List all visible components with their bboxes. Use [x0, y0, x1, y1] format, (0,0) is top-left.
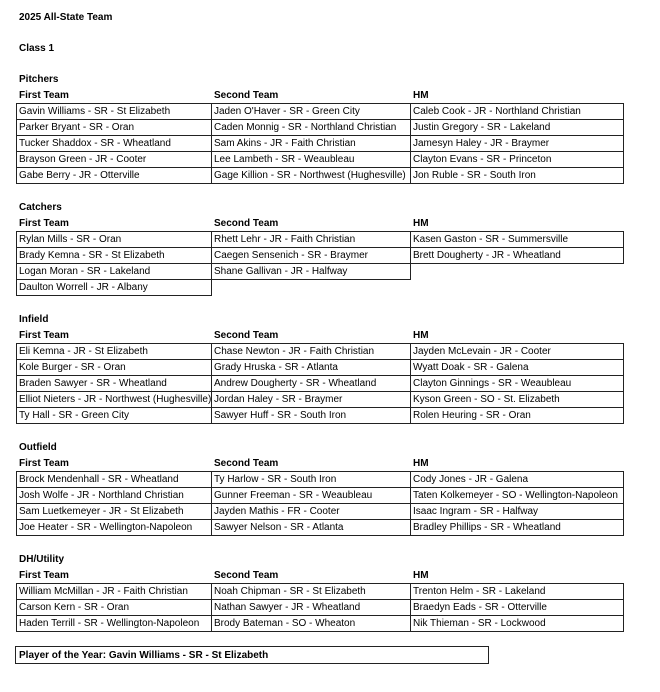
pitchers-first-team-cell: Gavin Williams - SR - St Elizabeth: [16, 103, 212, 120]
pitchers-first-team-cell: Gabe Berry - JR - Otterville: [16, 167, 212, 184]
class-heading: Class 1: [19, 43, 55, 54]
catchers-first-team-cell: Logan Moran - SR - Lakeland: [16, 263, 212, 280]
infield-first-team-cell: Kole Burger - SR - Oran: [16, 359, 212, 376]
dh-utility-hm-header: HM: [413, 570, 429, 581]
catchers-first-team-cell: Rylan Mills - SR - Oran: [16, 231, 212, 248]
infield-first-team-cell: Elliot Nieters - JR - Northwest (Hughesville): [16, 391, 212, 408]
catchers-second-team-cell: Shane Gallivan - JR - Halfway: [211, 263, 411, 280]
dh-utility-second-team-cell: Brody Bateman - SO - Wheaton: [211, 615, 411, 632]
dh-utility-first-team-cell: Carson Kern - SR - Oran: [16, 599, 212, 616]
pitchers-hm-cell: Clayton Evans - SR - Princeton: [410, 151, 624, 168]
outfield-hm-cell: Taten Kolkemeyer - SO - Wellington-Napoleon: [410, 487, 624, 504]
pitchers-section-heading: Pitchers: [19, 74, 59, 85]
outfield-first-team-header: First Team: [19, 458, 69, 469]
catchers-hm-cell: Kasen Gaston - SR - Summersville: [410, 231, 624, 248]
pitchers-first-team-cell: Parker Bryant - SR - Oran: [16, 119, 212, 136]
player-of-the-year-box: Player of the Year: Gavin Williams - SR - St Elizabeth: [15, 646, 489, 664]
infield-first-team-cell: Braden Sawyer - SR - Wheatland: [16, 375, 212, 392]
catchers-first-team-cell: Daulton Worrell - JR - Albany: [16, 279, 212, 296]
outfield-first-team-cell: Joe Heater - SR - Wellington-Napoleon: [16, 519, 212, 536]
pitchers-hm-cell: Jon Ruble - SR - South Iron: [410, 167, 624, 184]
catchers-first-team-cell: Brady Kemna - SR - St Elizabeth: [16, 247, 212, 264]
pitchers-second-team-cell: Caden Monnig - SR - Northland Christian: [211, 119, 411, 136]
catchers-hm-header: HM: [413, 218, 429, 229]
infield-first-team-cell: Ty Hall - SR - Green City: [16, 407, 212, 424]
infield-hm-cell: Rolen Heuring - SR - Oran: [410, 407, 624, 424]
dh-utility-section-heading: DH/Utility: [19, 554, 64, 565]
infield-first-team-header: First Team: [19, 330, 69, 341]
infield-second-team-cell: Andrew Dougherty - SR - Wheatland: [211, 375, 411, 392]
infield-second-team-header: Second Team: [214, 330, 279, 341]
pitchers-first-team-cell: Tucker Shaddox - SR - Wheatland: [16, 135, 212, 152]
outfield-second-team-cell: Gunner Freeman - SR - Weaubleau: [211, 487, 411, 504]
infield-hm-cell: Jayden McLevain - JR - Cooter: [410, 343, 624, 360]
infield-section-heading: Infield: [19, 314, 49, 325]
dh-utility-first-team-header: First Team: [19, 570, 69, 581]
outfield-second-team-header: Second Team: [214, 458, 279, 469]
outfield-first-team-cell: Josh Wolfe - JR - Northland Christian: [16, 487, 212, 504]
dh-utility-hm-cell: Trenton Helm - SR - Lakeland: [410, 583, 624, 600]
pitchers-second-team-cell: Sam Akins - JR - Faith Christian: [211, 135, 411, 152]
pitchers-second-team-cell: Jaden O'Haver - SR - Green City: [211, 103, 411, 120]
pitchers-hm-cell: Caleb Cook - JR - Northland Christian: [410, 103, 624, 120]
pitchers-hm-cell: Justin Gregory - SR - Lakeland: [410, 119, 624, 136]
dh-utility-hm-cell: Nik Thieman - SR - Lockwood: [410, 615, 624, 632]
outfield-hm-header: HM: [413, 458, 429, 469]
catchers-hm-cell: Brett Dougherty - JR - Wheatland: [410, 247, 624, 264]
infield-second-team-cell: Grady Hruska - SR - Atlanta: [211, 359, 411, 376]
infield-hm-cell: Kyson Green - SO - St. Elizabeth: [410, 391, 624, 408]
outfield-hm-cell: Bradley Phillips - SR - Wheatland: [410, 519, 624, 536]
infield-second-team-cell: Jordan Haley - SR - Braymer: [211, 391, 411, 408]
catchers-second-team-cell: Caegen Sensenich - SR - Braymer: [211, 247, 411, 264]
pitchers-first-team-header: First Team: [19, 90, 69, 101]
infield-first-team-cell: Eli Kemna - JR - St Elizabeth: [16, 343, 212, 360]
outfield-first-team-cell: Brock Mendenhall - SR - Wheatland: [16, 471, 212, 488]
pitchers-hm-header: HM: [413, 90, 429, 101]
outfield-second-team-cell: Jayden Mathis - FR - Cooter: [211, 503, 411, 520]
outfield-hm-cell: Cody Jones - JR - Galena: [410, 471, 624, 488]
catchers-first-team-header: First Team: [19, 218, 69, 229]
pitchers-second-team-cell: Lee Lambeth - SR - Weaubleau: [211, 151, 411, 168]
pitchers-second-team-header: Second Team: [214, 90, 279, 101]
outfield-second-team-cell: Sawyer Nelson - SR - Atlanta: [211, 519, 411, 536]
dh-utility-first-team-cell: William McMillan - JR - Faith Christian: [16, 583, 212, 600]
outfield-first-team-cell: Sam Luetkemeyer - JR - St Elizabeth: [16, 503, 212, 520]
pitchers-hm-cell: Jamesyn Haley - JR - Braymer: [410, 135, 624, 152]
infield-second-team-cell: Chase Newton - JR - Faith Christian: [211, 343, 411, 360]
dh-utility-second-team-cell: Noah Chipman - SR - St Elizabeth: [211, 583, 411, 600]
dh-utility-second-team-header: Second Team: [214, 570, 279, 581]
document-title: 2025 All-State Team: [19, 12, 113, 23]
dh-utility-first-team-cell: Haden Terrill - SR - Wellington-Napoleon: [16, 615, 212, 632]
outfield-hm-cell: Isaac Ingram - SR - Halfway: [410, 503, 624, 520]
infield-hm-header: HM: [413, 330, 429, 341]
dh-utility-second-team-cell: Nathan Sawyer - JR - Wheatland: [211, 599, 411, 616]
catchers-section-heading: Catchers: [19, 202, 62, 213]
outfield-second-team-cell: Ty Harlow - SR - South Iron: [211, 471, 411, 488]
infield-hm-cell: Wyatt Doak - SR - Galena: [410, 359, 624, 376]
infield-second-team-cell: Sawyer Huff - SR - South Iron: [211, 407, 411, 424]
outfield-section-heading: Outfield: [19, 442, 57, 453]
infield-hm-cell: Clayton Ginnings - SR - Weaubleau: [410, 375, 624, 392]
dh-utility-hm-cell: Braedyn Eads - SR - Otterville: [410, 599, 624, 616]
pitchers-first-team-cell: Brayson Green - JR - Cooter: [16, 151, 212, 168]
catchers-second-team-cell: Rhett Lehr - JR - Faith Christian: [211, 231, 411, 248]
pitchers-second-team-cell: Gage Killion - SR - Northwest (Hughesville): [211, 167, 411, 184]
catchers-second-team-header: Second Team: [214, 218, 279, 229]
